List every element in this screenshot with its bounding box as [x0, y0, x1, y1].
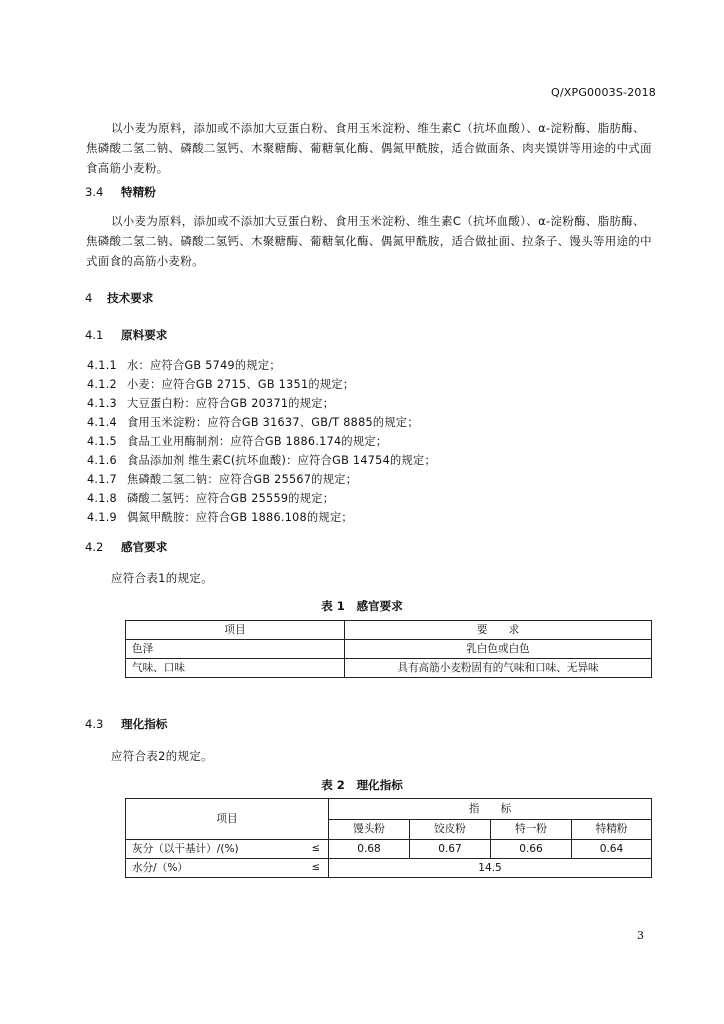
less-equal-symbol: ≤ — [311, 843, 320, 854]
section-4-1-heading — [85, 327, 167, 343]
raw-material-item: 4.1.3 大豆蛋白粉：应符合GB 20371的规定； — [87, 397, 335, 410]
table-row — [126, 840, 652, 859]
raw-material-item: 4.1.4 食用玉米淀粉：应符合GB 31637、GB/T 8885的规定； — [87, 416, 419, 429]
section-title: 感官要求 — [121, 540, 168, 554]
raw-material-item: 4.1.5 食品工业用酶制剂：应符合GB 1886.174的规定； — [87, 435, 388, 448]
page-number: 3 — [637, 929, 644, 942]
table-sensory-requirements — [125, 620, 652, 678]
raw-material-item: 4.1.8 磷酸二氢钙：应符合GB 25559的规定； — [87, 492, 335, 505]
table-cell-value: 14.5 — [329, 859, 652, 878]
paragraph-3-4-definition: 以小麦为原料，添加或不添加大豆蛋白粉、食用玉米淀粉、维生素C（抗坏血酸）、α-淀粉酶、脂肪酶、焦磷酸二氢二钠、磷酸二氢钙、木聚糖酶、葡糖氧化酶、偶氮甲酰胺，适合做扯面、拉条子、馒头等用途的中式面食的高筋小麦粉。 — [86, 214, 652, 268]
table-cell-item: 水分/（%） ≤ — [126, 859, 329, 878]
section-number: 4.1 — [85, 328, 104, 342]
table-subheader-cell: 特一粉 — [491, 819, 572, 840]
table-1-caption: 表 1 感官要求 — [321, 599, 403, 613]
less-equal-symbol: ≤ — [311, 862, 320, 873]
table-header-cell: 项目 — [126, 799, 329, 840]
raw-material-item: 4.1.2 小麦：应符合GB 2715、GB 1351的规定； — [87, 378, 355, 391]
table-cell-value: 0.68 — [329, 840, 410, 859]
table-row — [126, 859, 652, 878]
section-title: 特精粉 — [121, 185, 156, 199]
table-row — [126, 659, 652, 678]
table-header-cell: 要 求 — [345, 621, 652, 640]
raw-material-item: 4.1.6 食品添加剂 维生素C(抗坏血酸)：应符合GB 14754的规定； — [87, 454, 436, 467]
table-cell-value: 0.67 — [410, 840, 491, 859]
section-number: 4 — [85, 291, 93, 305]
paragraph-3-3-definition: 以小麦为原料，添加或不添加大豆蛋白粉、食用玉米淀粉、维生素C（抗坏血酸）、α-淀粉酶、脂肪酶、焦磷酸二氢二钠、磷酸二氢钙、木聚糖酶、葡糖氧化酶、偶氮甲酰胺，适合做面条、肉夹馍饼等用途的中式面食高筋小麦粉。 — [86, 121, 652, 175]
table-header-cell: 项目 — [126, 621, 345, 640]
raw-material-item: 4.1.9 偶氮甲酰胺：应符合GB 1886.108的规定； — [87, 511, 353, 524]
section-number: 4.3 — [85, 717, 104, 731]
table-2-caption: 表 2 理化指标 — [321, 778, 403, 792]
table-header-row — [126, 799, 652, 820]
section-4-3-body: 应符合表2的规定。 — [111, 749, 213, 763]
table-cell-item: 色泽 — [126, 640, 345, 659]
table-subheader-cell: 饺皮粉 — [410, 819, 491, 840]
section-title: 原料要求 — [121, 328, 168, 342]
section-4-2-body: 应符合表1的规定。 — [111, 571, 213, 585]
section-number: 4.2 — [85, 540, 104, 554]
table-cell-value: 0.64 — [572, 840, 652, 859]
table-cell-requirement: 具有高筋小麦粉固有的气味和口味、无异味 — [345, 659, 652, 678]
table-subheader-cell: 特精粉 — [572, 819, 652, 840]
table-subheader-cell: 馒头粉 — [329, 819, 410, 840]
section-4-heading — [85, 290, 153, 306]
table-row — [126, 640, 652, 659]
table-cell-item: 灰分（以干基计）/(%) ≤ — [126, 840, 329, 859]
section-4-3-heading — [85, 716, 167, 732]
table-header-row — [126, 621, 652, 640]
section-number: 3.4 — [85, 185, 104, 199]
raw-material-item: 4.1.1 水：应符合GB 5749的规定； — [87, 359, 281, 372]
section-title: 技术要求 — [107, 291, 154, 305]
table-cell-requirement: 乳白色或白色 — [345, 640, 652, 659]
table-cell-value: 0.66 — [491, 840, 572, 859]
table-physicochemical-indicators — [125, 798, 652, 878]
section-4-2-heading — [85, 539, 167, 555]
table-cell-item: 气味、口味 — [126, 659, 345, 678]
section-3-4-heading — [85, 184, 156, 200]
raw-material-item: 4.1.7 焦磷酸二氢二钠：应符合GB 25567的规定； — [87, 473, 358, 486]
document-code: Q/XPG0003S-2018 — [551, 86, 656, 99]
section-title: 理化指标 — [121, 717, 168, 731]
table-header-group-cell: 指 标 — [329, 799, 652, 820]
